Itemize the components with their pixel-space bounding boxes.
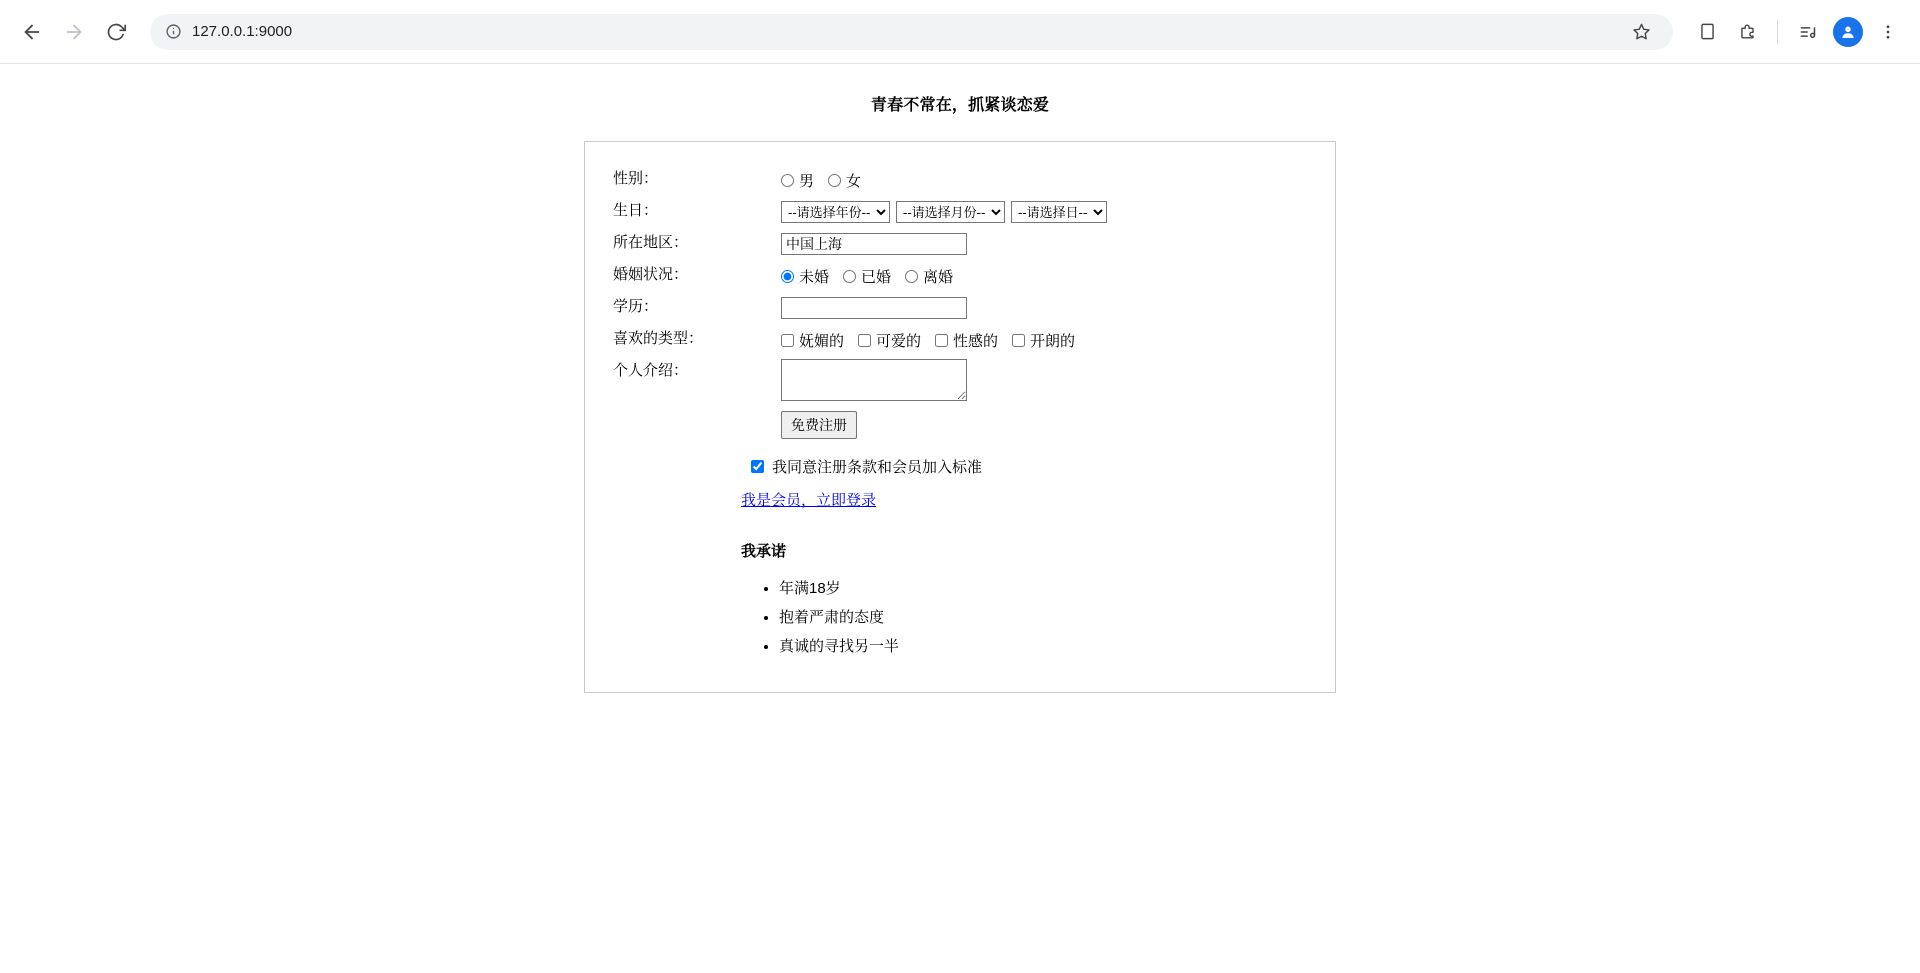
media-control-button[interactable] (1790, 14, 1826, 50)
liked-type-option-2[interactable] (858, 330, 921, 351)
promise-section (741, 540, 1335, 656)
browser-toolbar (0, 0, 1920, 64)
marital-radio-married[interactable] (843, 270, 856, 283)
registration-form-card (584, 141, 1336, 693)
profile-button[interactable] (1830, 14, 1866, 50)
page-icon (1698, 22, 1717, 41)
region-input[interactable] (781, 233, 967, 255)
birthday-year-select[interactable] (781, 201, 890, 223)
address-bar-text: 127.0.0.1:9000 (192, 23, 293, 40)
reading-list-button[interactable] (1689, 14, 1725, 50)
media-control-icon (1798, 22, 1818, 42)
marital-radio-single[interactable] (781, 270, 794, 283)
birthday-selects (781, 199, 1107, 225)
register-button[interactable]: 免费注册 (781, 411, 857, 439)
education-input[interactable] (781, 297, 967, 319)
form-row-submit (613, 408, 1107, 442)
page-content (0, 64, 1920, 973)
bookmark-button[interactable] (1623, 14, 1659, 50)
promise-title: 我承诺 (741, 543, 787, 560)
gender-option-male-label: 男 (799, 172, 815, 190)
toolbar-divider (1777, 20, 1778, 44)
list-item: • 抱着严肃的态度 (779, 606, 1335, 627)
intro-textarea[interactable] (781, 359, 967, 401)
extensions-icon (1738, 22, 1757, 41)
marital-option-divorced[interactable] (905, 266, 953, 287)
birthday-month-select[interactable] (896, 201, 1005, 223)
form-row-liked-types (613, 324, 1107, 356)
form-row-region (613, 228, 1107, 260)
marital-options (781, 263, 1107, 289)
list-item: • 年满18岁 (779, 577, 1335, 598)
gender-radio-female[interactable] (828, 174, 841, 187)
intro-label: 个人介绍： (613, 362, 689, 379)
gender-options (781, 167, 1107, 193)
form-row-education (613, 292, 1107, 324)
form-row-marital (613, 260, 1107, 292)
liked-type-checkbox-2[interactable] (858, 334, 871, 347)
liked-type-checkbox-4[interactable] (1012, 334, 1025, 347)
agree-terms-checkbox[interactable] (751, 460, 764, 473)
liked-types-options (781, 327, 1107, 353)
agree-terms-label: 我同意注册条款和会员加入标准 (772, 459, 983, 476)
liked-type-label-4: 开朗的 (1030, 332, 1076, 350)
form-row-intro (613, 356, 1107, 408)
region-label: 所在地区： (613, 234, 689, 251)
liked-type-label-1: 妩媚的 (799, 332, 845, 350)
list-item: • 真诚的寻找另一半 (779, 635, 1335, 656)
browser-menu-button[interactable] (1870, 14, 1906, 50)
forward-button[interactable] (56, 14, 92, 50)
marital-option-married[interactable] (843, 266, 891, 287)
back-arrow-icon (21, 21, 43, 43)
liked-type-checkbox-1[interactable] (781, 334, 794, 347)
extensions-button[interactable] (1729, 14, 1765, 50)
marital-radio-divorced[interactable] (905, 270, 918, 283)
marital-option-single-label: 未婚 (799, 268, 830, 286)
registration-form (613, 164, 1107, 442)
gender-option-female[interactable] (828, 170, 861, 191)
form-row-gender (613, 164, 1107, 196)
birthday-day-select[interactable] (1011, 201, 1107, 223)
toolbar-actions (1685, 14, 1906, 50)
member-login-link[interactable]: 我是会员，立即登录 (741, 492, 877, 509)
marital-option-single[interactable] (781, 266, 829, 287)
marital-option-divorced-label: 离婚 (923, 268, 954, 286)
gender-option-male[interactable] (781, 170, 814, 191)
liked-type-option-3[interactable] (935, 330, 998, 351)
agree-terms-row (741, 456, 1335, 477)
page-title: 青春不常在，抓紧谈恋爱 (870, 97, 1050, 114)
form-footer (585, 456, 1335, 656)
marital-option-married-label: 已婚 (861, 268, 892, 286)
back-button[interactable] (14, 14, 50, 50)
promise-list (741, 577, 1335, 656)
address-bar[interactable] (150, 14, 1673, 50)
liked-type-checkbox-3[interactable] (935, 334, 948, 347)
reload-icon (106, 22, 126, 42)
profile-avatar-icon (1833, 17, 1863, 47)
gender-radio-male[interactable] (781, 174, 794, 187)
info-circle-icon[interactable] (164, 23, 182, 41)
three-dot-menu-icon (1879, 23, 1897, 41)
liked-type-label-3: 性感的 (953, 332, 999, 350)
gender-option-female-label: 女 (846, 172, 862, 190)
liked-type-option-4[interactable] (1012, 330, 1075, 351)
reload-button[interactable] (98, 14, 134, 50)
liked-type-label-2: 可爱的 (876, 332, 922, 350)
birthday-label: 生日： (613, 202, 659, 219)
form-row-birthday (613, 196, 1107, 228)
education-label: 学历： (613, 298, 659, 315)
gender-label: 性别： (613, 170, 659, 187)
liked-type-option-1[interactable] (781, 330, 844, 351)
marital-label: 婚姻状况： (613, 266, 689, 283)
star-icon (1632, 22, 1651, 41)
liked-types-label: 喜欢的类型： (613, 330, 704, 347)
forward-arrow-icon (63, 21, 85, 43)
